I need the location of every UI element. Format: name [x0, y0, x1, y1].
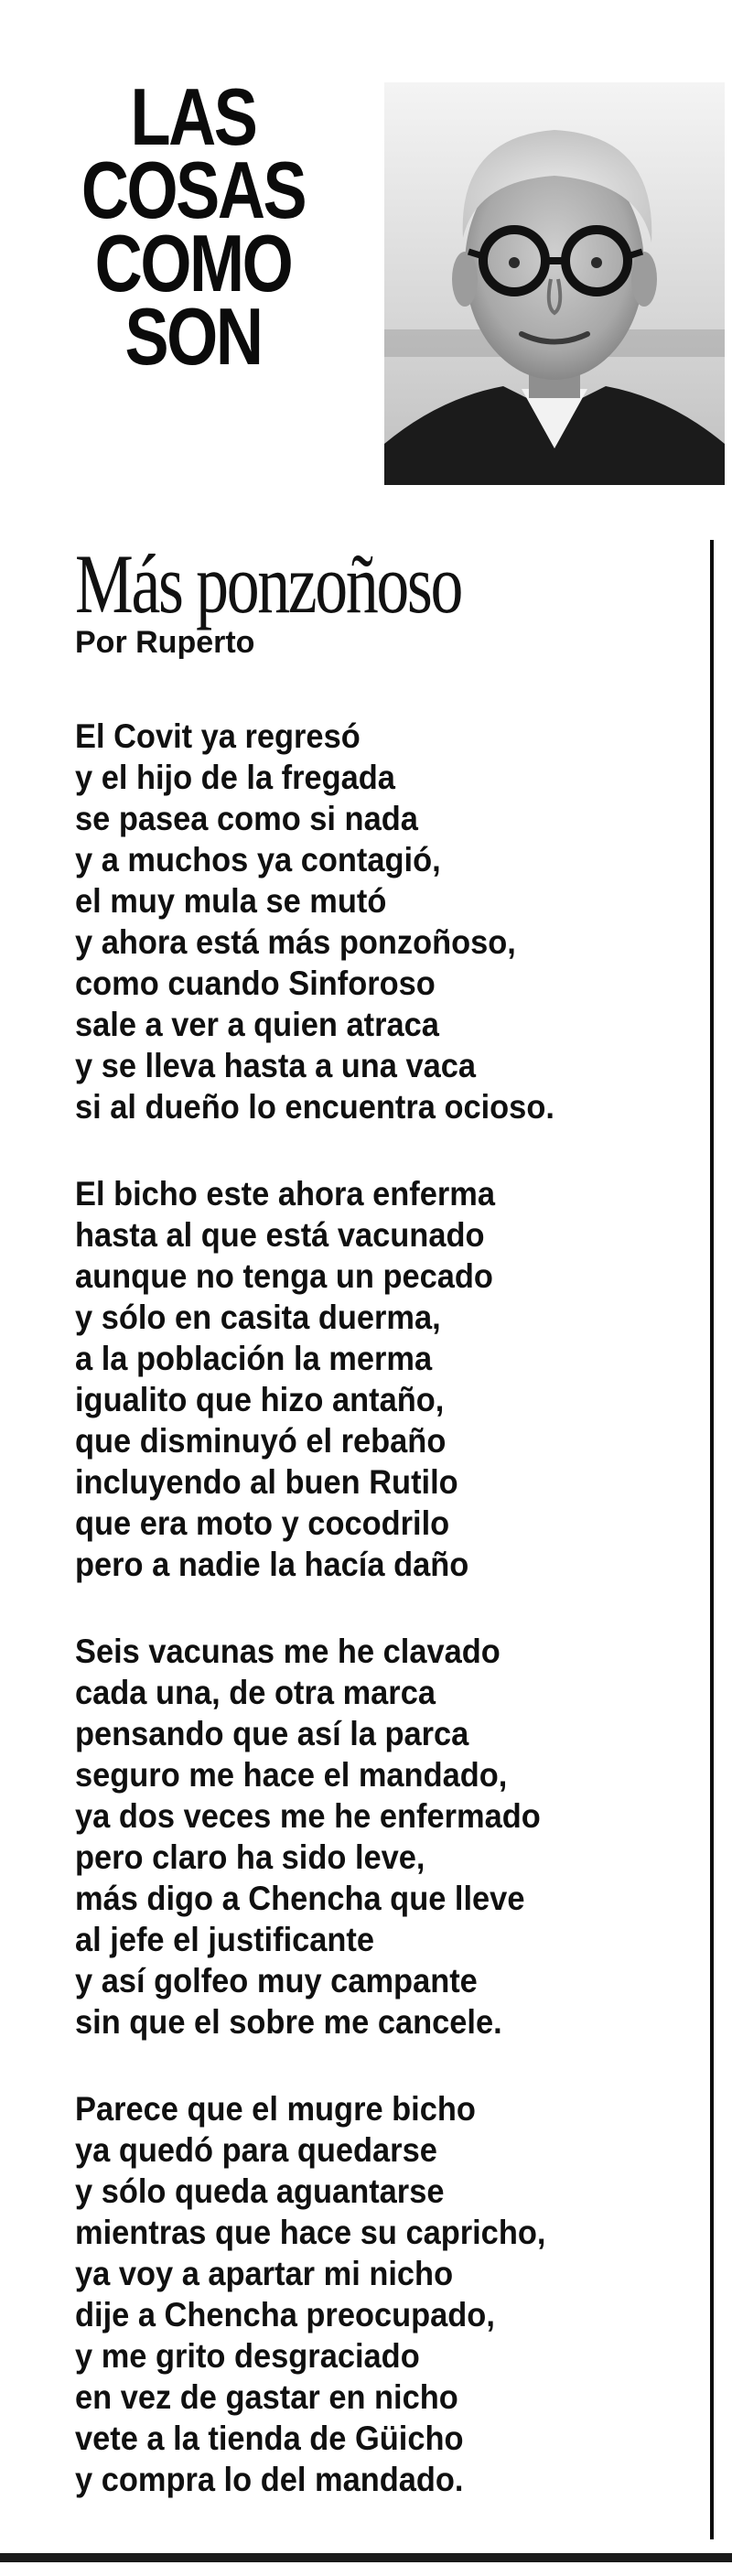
verse-line: cada una, de otra marca — [75, 1674, 436, 1711]
verse-line: y sólo en casita duerma, — [75, 1299, 441, 1336]
verse-line: se pasea como si nada — [75, 800, 418, 837]
poem-title: Más ponzoñoso — [75, 537, 462, 631]
verse-line: ya quedó para quedarse — [75, 2131, 437, 2169]
verse-line: seguro me hace el mandado, — [75, 1756, 508, 1794]
stanza — [75, 2088, 697, 2500]
verse-line: ya voy a apartar mi nicho — [75, 2255, 454, 2292]
column-title — [81, 71, 306, 382]
verse-line: al jefe el justificante — [75, 1921, 375, 1958]
column-title-line: LAS — [130, 71, 256, 162]
stanza — [75, 1173, 697, 1585]
stanza — [75, 716, 697, 1127]
verse-line: igualito que hizo antaño, — [75, 1381, 445, 1418]
author-photo — [384, 82, 725, 485]
verse-line: vete a la tienda de Güicho — [75, 2420, 464, 2457]
verse-line: y sólo queda aguantarse — [75, 2172, 445, 2210]
verse-line: más digo a Chencha que lleve — [75, 1880, 525, 1917]
stanza — [75, 1631, 697, 2042]
byline: Por Ruperto — [75, 625, 255, 660]
verse-line: Seis vacunas me he clavado — [75, 1633, 501, 1670]
verse-line: y se lleva hasta a una vaca — [75, 1047, 477, 1084]
verse-line: que era moto y cocodrilo — [75, 1504, 450, 1542]
verse-line: pero claro ha sido leve, — [75, 1838, 425, 1876]
bottom-rule — [0, 2553, 732, 2562]
verse-line: como cuando Sinforoso — [75, 965, 436, 1002]
verse-line: y el hijo de la fregada — [75, 759, 395, 796]
column-title-line: COMO — [94, 218, 292, 308]
author-portrait-image — [384, 82, 725, 485]
verse-line: que disminuyó el rebaño — [75, 1422, 447, 1460]
verse-line: dije a Chencha preocupado, — [75, 2296, 495, 2333]
verse-line: mientras que hace su capricho, — [75, 2214, 546, 2251]
verse-line: El bicho este ahora enferma — [75, 1175, 495, 1213]
verse-line: El Covit ya regresó — [75, 717, 361, 755]
verse-line: incluyendo al buen Rutilo — [75, 1463, 458, 1501]
verse-line: Parece que el mugre bicho — [75, 2090, 476, 2128]
verse-line: en vez de gastar en nicho — [75, 2378, 458, 2416]
verse-line: pensando que así la parca — [75, 1715, 469, 1752]
verse-line: el muy mula se mutó — [75, 882, 387, 920]
verse-line: y así golfeo muy campante — [75, 1962, 478, 1999]
verse-line: y me grito desgraciado — [75, 2337, 420, 2375]
poem-article — [75, 538, 697, 2546]
column-divider-line — [710, 540, 714, 2539]
verse-line: pero a nadie la hacía daño — [75, 1546, 469, 1583]
verse-line: sale a ver a quien atraca — [75, 1006, 439, 1043]
verse-line: ya dos veces me he enfermado — [75, 1797, 541, 1835]
column-title-line: SON — [124, 291, 262, 382]
verse-line: sin que el sobre me cancele. — [75, 2003, 502, 2041]
verse-line: a la población la merma — [75, 1340, 433, 1377]
verse-line: si al dueño lo encuentra ocioso. — [75, 1088, 554, 1126]
verse-line: y a muchos ya contagió, — [75, 841, 441, 878]
column-header — [0, 0, 732, 512]
verse-line: y compra lo del mandado. — [75, 2461, 464, 2498]
column-title-line: COSAS — [81, 145, 306, 235]
verse-line: aunque no tenga un pecado — [75, 1257, 493, 1295]
verse-line: hasta al que está vacunado — [75, 1216, 485, 1254]
verse-line: y ahora está más ponzoñoso, — [75, 923, 516, 961]
poem-body — [75, 716, 697, 2500]
